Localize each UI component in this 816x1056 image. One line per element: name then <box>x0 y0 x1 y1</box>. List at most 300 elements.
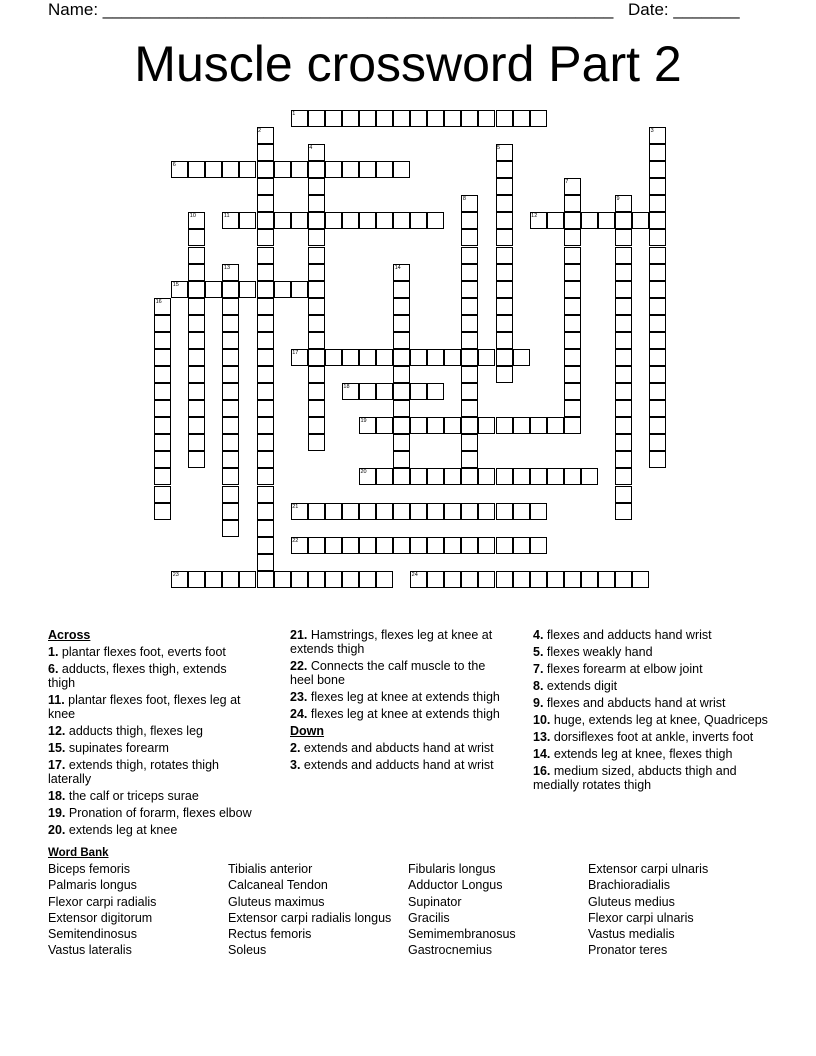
grid-cell[interactable] <box>154 349 171 366</box>
grid-cell[interactable] <box>257 161 274 178</box>
grid-cell[interactable] <box>615 281 632 298</box>
grid-cell[interactable] <box>359 110 376 127</box>
grid-cell[interactable] <box>188 366 205 383</box>
grid-cell[interactable] <box>325 537 342 554</box>
grid-cell[interactable] <box>444 349 461 366</box>
grid-cell[interactable] <box>274 281 291 298</box>
grid-cell[interactable] <box>615 332 632 349</box>
grid-cell[interactable] <box>257 400 274 417</box>
grid-cell[interactable] <box>342 161 359 178</box>
grid-cell[interactable] <box>188 281 205 298</box>
grid-cell[interactable] <box>649 434 666 451</box>
grid-cell[interactable] <box>496 315 513 332</box>
grid-cell[interactable] <box>257 468 274 485</box>
grid-cell[interactable] <box>564 383 581 400</box>
grid-cell[interactable] <box>478 110 495 127</box>
grid-cell[interactable] <box>598 212 615 229</box>
grid-cell[interactable] <box>205 571 222 588</box>
grid-cell[interactable] <box>496 281 513 298</box>
grid-cell[interactable] <box>188 434 205 451</box>
grid-cell[interactable] <box>649 264 666 281</box>
grid-cell[interactable] <box>393 383 410 400</box>
grid-cell[interactable] <box>188 332 205 349</box>
grid-cell[interactable] <box>615 434 632 451</box>
grid-cell[interactable] <box>461 503 478 520</box>
grid-cell[interactable] <box>513 503 530 520</box>
grid-cell[interactable] <box>222 298 239 315</box>
grid-cell[interactable] <box>222 434 239 451</box>
grid-cell[interactable] <box>547 468 564 485</box>
grid-cell[interactable] <box>342 110 359 127</box>
grid-cell[interactable] <box>222 161 239 178</box>
grid-cell[interactable] <box>496 264 513 281</box>
grid-cell[interactable] <box>222 468 239 485</box>
grid-cell[interactable] <box>257 229 274 246</box>
grid-cell[interactable] <box>615 366 632 383</box>
grid-cell[interactable] <box>376 383 393 400</box>
grid-cell[interactable] <box>222 503 239 520</box>
grid-cell[interactable] <box>376 349 393 366</box>
grid-cell[interactable] <box>257 349 274 366</box>
grid-cell[interactable] <box>222 451 239 468</box>
grid-cell[interactable] <box>461 537 478 554</box>
grid-cell[interactable] <box>308 417 325 434</box>
grid-cell[interactable] <box>478 537 495 554</box>
grid-cell[interactable] <box>222 486 239 503</box>
grid-cell[interactable] <box>496 417 513 434</box>
grid-cell[interactable] <box>188 298 205 315</box>
grid-cell[interactable] <box>410 468 427 485</box>
grid-cell[interactable] <box>564 315 581 332</box>
grid-cell[interactable] <box>376 571 393 588</box>
grid-cell[interactable] <box>393 110 410 127</box>
grid-cell[interactable] <box>496 298 513 315</box>
grid-cell[interactable] <box>325 161 342 178</box>
grid-cell[interactable] <box>393 468 410 485</box>
grid-cell[interactable] <box>547 417 564 434</box>
grid-cell[interactable] <box>530 503 547 520</box>
grid-cell[interactable] <box>615 468 632 485</box>
grid-cell[interactable] <box>188 264 205 281</box>
grid-cell[interactable] <box>154 332 171 349</box>
grid-cell[interactable] <box>581 468 598 485</box>
grid-cell[interactable] <box>308 571 325 588</box>
grid-cell[interactable] <box>257 537 274 554</box>
grid-cell[interactable] <box>615 212 632 229</box>
grid-cell[interactable] <box>257 178 274 195</box>
grid-cell[interactable] <box>222 417 239 434</box>
grid-cell[interactable] <box>427 349 444 366</box>
grid-cell[interactable] <box>564 212 581 229</box>
grid-cell[interactable] <box>615 315 632 332</box>
grid-cell[interactable] <box>257 417 274 434</box>
grid-cell[interactable] <box>461 349 478 366</box>
grid-cell[interactable] <box>649 229 666 246</box>
grid-cell[interactable] <box>649 400 666 417</box>
grid-cell[interactable] <box>444 571 461 588</box>
grid-cell[interactable] <box>410 417 427 434</box>
grid-cell[interactable] <box>393 212 410 229</box>
grid-cell[interactable] <box>461 281 478 298</box>
grid-cell[interactable] <box>649 212 666 229</box>
grid-cell[interactable] <box>257 571 274 588</box>
grid-cell[interactable] <box>239 161 256 178</box>
grid-cell[interactable] <box>444 417 461 434</box>
grid-cell[interactable] <box>513 468 530 485</box>
grid-cell[interactable] <box>393 417 410 434</box>
grid-cell[interactable] <box>649 247 666 264</box>
grid-cell[interactable] <box>564 400 581 417</box>
grid-cell[interactable] <box>649 349 666 366</box>
grid-cell[interactable] <box>513 417 530 434</box>
grid-cell[interactable] <box>257 281 274 298</box>
grid-cell[interactable] <box>308 503 325 520</box>
grid-cell[interactable] <box>444 110 461 127</box>
grid-cell[interactable] <box>615 229 632 246</box>
grid-cell[interactable] <box>257 434 274 451</box>
grid-cell[interactable] <box>376 468 393 485</box>
grid-cell[interactable] <box>222 366 239 383</box>
grid-cell[interactable] <box>615 503 632 520</box>
grid-cell[interactable] <box>461 400 478 417</box>
grid-cell[interactable] <box>615 486 632 503</box>
grid-cell[interactable] <box>461 383 478 400</box>
grid-cell[interactable] <box>222 332 239 349</box>
grid-cell[interactable] <box>427 110 444 127</box>
grid-cell[interactable] <box>496 178 513 195</box>
grid-cell[interactable] <box>188 451 205 468</box>
grid-cell[interactable] <box>257 451 274 468</box>
grid-cell[interactable] <box>342 349 359 366</box>
grid-cell[interactable] <box>257 315 274 332</box>
grid-cell[interactable] <box>564 229 581 246</box>
grid-cell[interactable] <box>513 349 530 366</box>
grid-cell[interactable] <box>461 332 478 349</box>
grid-cell[interactable] <box>496 366 513 383</box>
grid-cell[interactable] <box>564 571 581 588</box>
grid-cell[interactable] <box>325 503 342 520</box>
grid-cell[interactable] <box>461 451 478 468</box>
grid-cell[interactable] <box>564 366 581 383</box>
grid-cell[interactable] <box>308 315 325 332</box>
grid-cell[interactable] <box>359 349 376 366</box>
grid-cell[interactable] <box>564 195 581 212</box>
grid-cell[interactable] <box>205 161 222 178</box>
grid-cell[interactable] <box>222 315 239 332</box>
grid-cell[interactable] <box>154 417 171 434</box>
grid-cell[interactable] <box>188 417 205 434</box>
grid-cell[interactable] <box>393 434 410 451</box>
grid-cell[interactable] <box>496 332 513 349</box>
grid-cell[interactable] <box>461 247 478 264</box>
grid-cell[interactable] <box>496 212 513 229</box>
grid-cell[interactable] <box>257 144 274 161</box>
grid-cell[interactable] <box>427 212 444 229</box>
grid-cell[interactable] <box>632 212 649 229</box>
grid-cell[interactable] <box>308 178 325 195</box>
grid-cell[interactable] <box>376 503 393 520</box>
grid-cell[interactable] <box>188 161 205 178</box>
grid-cell[interactable] <box>649 144 666 161</box>
grid-cell[interactable] <box>257 383 274 400</box>
grid-cell[interactable] <box>257 332 274 349</box>
grid-cell[interactable] <box>564 349 581 366</box>
grid-cell[interactable] <box>649 195 666 212</box>
grid-cell[interactable] <box>376 417 393 434</box>
grid-cell[interactable] <box>342 212 359 229</box>
grid-cell[interactable] <box>239 571 256 588</box>
grid-cell[interactable] <box>496 229 513 246</box>
grid-cell[interactable] <box>410 383 427 400</box>
grid-cell[interactable] <box>222 571 239 588</box>
grid-cell[interactable] <box>564 247 581 264</box>
grid-cell[interactable] <box>461 571 478 588</box>
grid-cell[interactable] <box>461 264 478 281</box>
grid-cell[interactable] <box>615 383 632 400</box>
grid-cell[interactable] <box>154 468 171 485</box>
grid-cell[interactable] <box>393 315 410 332</box>
grid-cell[interactable] <box>461 468 478 485</box>
grid-cell[interactable] <box>530 571 547 588</box>
grid-cell[interactable] <box>427 537 444 554</box>
grid-cell[interactable] <box>461 417 478 434</box>
grid-cell[interactable] <box>308 349 325 366</box>
grid-cell[interactable] <box>393 366 410 383</box>
grid-cell[interactable] <box>410 349 427 366</box>
grid-cell[interactable] <box>598 571 615 588</box>
grid-cell[interactable] <box>308 110 325 127</box>
grid-cell[interactable] <box>154 315 171 332</box>
grid-cell[interactable] <box>427 503 444 520</box>
grid-cell[interactable] <box>308 264 325 281</box>
grid-cell[interactable] <box>461 110 478 127</box>
grid-cell[interactable] <box>205 281 222 298</box>
grid-cell[interactable] <box>308 298 325 315</box>
grid-cell[interactable] <box>359 383 376 400</box>
grid-cell[interactable] <box>342 571 359 588</box>
grid-cell[interactable] <box>444 537 461 554</box>
grid-cell[interactable] <box>461 229 478 246</box>
grid-cell[interactable] <box>496 161 513 178</box>
grid-cell[interactable] <box>257 298 274 315</box>
grid-cell[interactable] <box>325 212 342 229</box>
grid-cell[interactable] <box>427 417 444 434</box>
grid-cell[interactable] <box>274 571 291 588</box>
grid-cell[interactable] <box>291 571 308 588</box>
grid-cell[interactable] <box>547 571 564 588</box>
grid-cell[interactable] <box>359 537 376 554</box>
grid-cell[interactable] <box>393 349 410 366</box>
grid-cell[interactable] <box>547 212 564 229</box>
grid-cell[interactable] <box>188 315 205 332</box>
grid-cell[interactable] <box>513 537 530 554</box>
grid-cell[interactable] <box>393 161 410 178</box>
grid-cell[interactable] <box>376 161 393 178</box>
grid-cell[interactable] <box>154 503 171 520</box>
grid-cell[interactable] <box>359 161 376 178</box>
grid-cell[interactable] <box>222 281 239 298</box>
grid-cell[interactable] <box>308 161 325 178</box>
grid-cell[interactable] <box>222 349 239 366</box>
grid-cell[interactable] <box>257 366 274 383</box>
grid-cell[interactable] <box>410 537 427 554</box>
grid-cell[interactable] <box>393 281 410 298</box>
grid-cell[interactable] <box>496 195 513 212</box>
grid-cell[interactable] <box>376 212 393 229</box>
grid-cell[interactable] <box>308 229 325 246</box>
grid-cell[interactable] <box>496 247 513 264</box>
grid-cell[interactable] <box>393 451 410 468</box>
grid-cell[interactable] <box>461 366 478 383</box>
grid-cell[interactable] <box>615 264 632 281</box>
grid-cell[interactable] <box>530 417 547 434</box>
grid-cell[interactable] <box>325 110 342 127</box>
grid-cell[interactable] <box>581 571 598 588</box>
grid-cell[interactable] <box>376 537 393 554</box>
grid-cell[interactable] <box>615 247 632 264</box>
grid-cell[interactable] <box>291 161 308 178</box>
grid-cell[interactable] <box>393 503 410 520</box>
grid-cell[interactable] <box>427 571 444 588</box>
grid-cell[interactable] <box>257 195 274 212</box>
grid-cell[interactable] <box>581 212 598 229</box>
grid-cell[interactable] <box>530 537 547 554</box>
grid-cell[interactable] <box>530 110 547 127</box>
grid-cell[interactable] <box>274 161 291 178</box>
grid-cell[interactable] <box>564 468 581 485</box>
grid-cell[interactable] <box>308 434 325 451</box>
grid-cell[interactable] <box>564 298 581 315</box>
grid-cell[interactable] <box>461 315 478 332</box>
grid-cell[interactable] <box>359 503 376 520</box>
grid-cell[interactable] <box>274 212 291 229</box>
grid-cell[interactable] <box>513 110 530 127</box>
grid-cell[interactable] <box>649 417 666 434</box>
grid-cell[interactable] <box>325 571 342 588</box>
grid-cell[interactable] <box>530 468 547 485</box>
grid-cell[interactable] <box>496 503 513 520</box>
grid-cell[interactable] <box>615 417 632 434</box>
grid-cell[interactable] <box>427 383 444 400</box>
grid-cell[interactable] <box>393 537 410 554</box>
grid-cell[interactable] <box>478 468 495 485</box>
grid-cell[interactable] <box>393 332 410 349</box>
grid-cell[interactable] <box>496 349 513 366</box>
grid-cell[interactable] <box>188 229 205 246</box>
grid-cell[interactable] <box>257 520 274 537</box>
grid-cell[interactable] <box>154 434 171 451</box>
grid-cell[interactable] <box>615 451 632 468</box>
grid-cell[interactable] <box>308 281 325 298</box>
grid-cell[interactable] <box>444 503 461 520</box>
grid-cell[interactable] <box>376 110 393 127</box>
grid-cell[interactable] <box>496 110 513 127</box>
grid-cell[interactable] <box>496 468 513 485</box>
grid-cell[interactable] <box>496 571 513 588</box>
grid-cell[interactable] <box>188 571 205 588</box>
grid-cell[interactable] <box>308 383 325 400</box>
grid-cell[interactable] <box>154 451 171 468</box>
grid-cell[interactable] <box>410 110 427 127</box>
grid-cell[interactable] <box>188 383 205 400</box>
grid-cell[interactable] <box>154 486 171 503</box>
grid-cell[interactable] <box>427 468 444 485</box>
grid-cell[interactable] <box>649 332 666 349</box>
grid-cell[interactable] <box>308 537 325 554</box>
grid-cell[interactable] <box>222 520 239 537</box>
grid-cell[interactable] <box>632 571 649 588</box>
grid-cell[interactable] <box>461 212 478 229</box>
grid-cell[interactable] <box>257 554 274 571</box>
grid-cell[interactable] <box>649 161 666 178</box>
grid-cell[interactable] <box>239 212 256 229</box>
grid-cell[interactable] <box>308 247 325 264</box>
grid-cell[interactable] <box>649 366 666 383</box>
grid-cell[interactable] <box>222 400 239 417</box>
grid-cell[interactable] <box>410 212 427 229</box>
grid-cell[interactable] <box>478 571 495 588</box>
grid-cell[interactable] <box>513 571 530 588</box>
grid-cell[interactable] <box>257 503 274 520</box>
grid-cell[interactable] <box>308 400 325 417</box>
grid-cell[interactable] <box>478 503 495 520</box>
grid-cell[interactable] <box>615 400 632 417</box>
grid-cell[interactable] <box>461 434 478 451</box>
grid-cell[interactable] <box>478 417 495 434</box>
grid-cell[interactable] <box>222 383 239 400</box>
grid-cell[interactable] <box>342 537 359 554</box>
grid-cell[interactable] <box>649 383 666 400</box>
grid-cell[interactable] <box>649 315 666 332</box>
grid-cell[interactable] <box>308 195 325 212</box>
grid-cell[interactable] <box>478 349 495 366</box>
grid-cell[interactable] <box>154 383 171 400</box>
grid-cell[interactable] <box>649 178 666 195</box>
grid-cell[interactable] <box>461 298 478 315</box>
grid-cell[interactable] <box>564 264 581 281</box>
grid-cell[interactable] <box>342 503 359 520</box>
grid-cell[interactable] <box>188 247 205 264</box>
grid-cell[interactable] <box>649 281 666 298</box>
grid-cell[interactable] <box>649 451 666 468</box>
grid-cell[interactable] <box>393 400 410 417</box>
grid-cell[interactable] <box>257 264 274 281</box>
grid-cell[interactable] <box>649 298 666 315</box>
grid-cell[interactable] <box>291 212 308 229</box>
grid-cell[interactable] <box>615 571 632 588</box>
grid-cell[interactable] <box>410 503 427 520</box>
grid-cell[interactable] <box>239 281 256 298</box>
grid-cell[interactable] <box>564 281 581 298</box>
grid-cell[interactable] <box>325 349 342 366</box>
grid-cell[interactable] <box>615 349 632 366</box>
grid-cell[interactable] <box>308 332 325 349</box>
grid-cell[interactable] <box>444 468 461 485</box>
grid-cell[interactable] <box>188 400 205 417</box>
grid-cell[interactable] <box>154 366 171 383</box>
grid-cell[interactable] <box>564 417 581 434</box>
grid-cell[interactable] <box>257 486 274 503</box>
grid-cell[interactable] <box>359 571 376 588</box>
grid-cell[interactable] <box>154 400 171 417</box>
grid-cell[interactable] <box>257 247 274 264</box>
grid-cell[interactable] <box>564 332 581 349</box>
grid-cell[interactable] <box>188 349 205 366</box>
grid-cell[interactable] <box>393 298 410 315</box>
grid-cell[interactable] <box>615 298 632 315</box>
grid-cell[interactable] <box>308 366 325 383</box>
grid-cell[interactable] <box>359 212 376 229</box>
